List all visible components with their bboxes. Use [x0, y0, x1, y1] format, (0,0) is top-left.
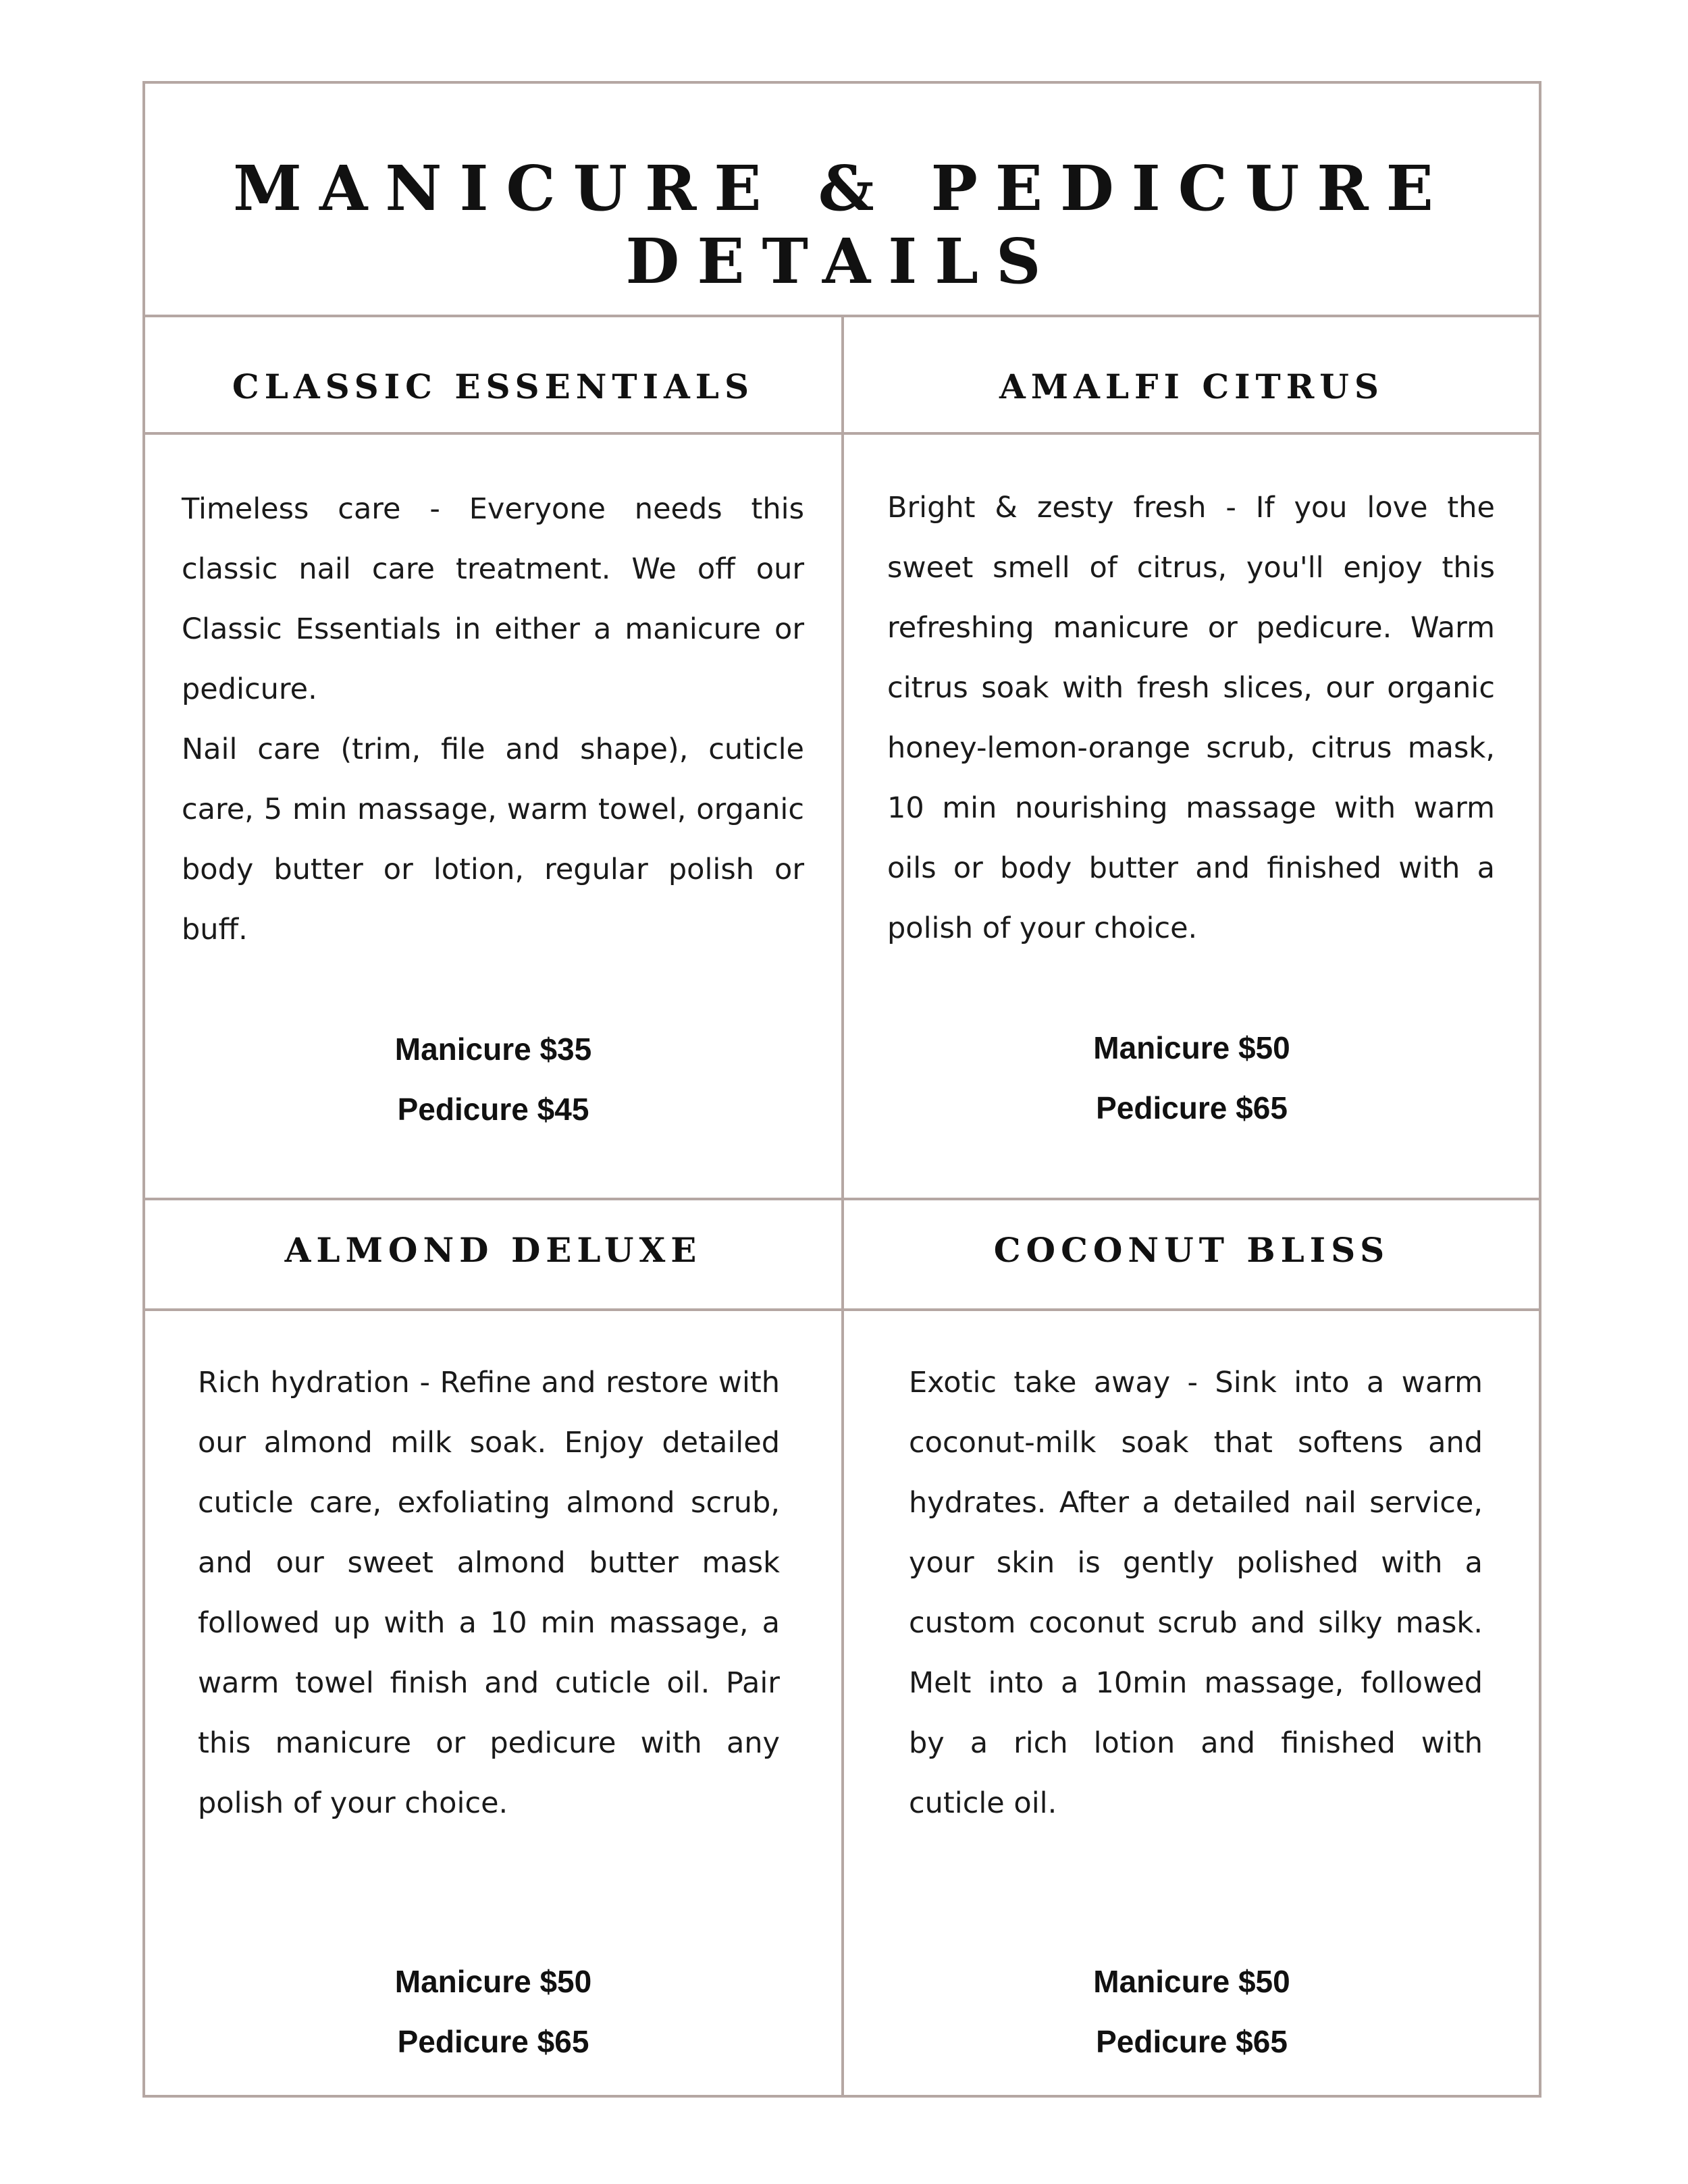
manicure-price: Manicure $35	[394, 1032, 592, 1067]
section-heading-coconut-bliss: COCONUT BLISS	[993, 1230, 1390, 1270]
section-description-coconut-bliss	[909, 1353, 1483, 1834]
pedicure-price: Pedicure $65	[1096, 2024, 1288, 2059]
section-heading-classic-essentials: CLASSIC ESSENTIALS	[232, 367, 755, 406]
description-paragraph: Rich hydration - Refine and restore with our almond milk soak. Enjoy detailed cuticle care, exfoliating almond scrub, and our sweet almond butter mask followed up with a 10 min massage, a warm towel finish and cuticle oil. Pair this manicure or pedicure with any polish of your choice.	[198, 1366, 780, 1820]
section-description-amalfi-citrus	[887, 478, 1495, 959]
section-heading-almond-deluxe: ALMOND DELUXE	[284, 1230, 702, 1270]
manicure-price: Manicure $50	[1093, 1964, 1290, 1999]
description-paragraph: Exotic take away - Sink into a warm coconut-milk soak that softens and hydrates. After a detailed nail service, your skin is gently polished with a custom coconut scrub and silky mask. Melt into a 10min massage, followed by a rich lotion and finished with cuticle oil.	[909, 1366, 1483, 1820]
section-description-classic-essentials	[182, 479, 804, 960]
description-paragraph: Timeless care - Everyone needs this classic nail care treatment. We off our Classic Essentials in either a manicure or pedicure.	[182, 492, 804, 706]
pedicure-price: Pedicure $45	[397, 1092, 589, 1127]
description-paragraph: Bright & zesty fresh - If you love the sweet smell of citrus, you'll enjoy this refreshing manicure or pedicure. Warm citrus soak with fresh slices, our organic honey-lemon-orange scrub, citrus mask, 10 min nourishing massage with warm oils or body butter and finished with a polish of your choice.	[887, 491, 1495, 945]
divider-row-2	[142, 1198, 1541, 1200]
description-paragraph: Nail care (trim, file and shape), cuticle care, 5 min massage, warm towel, organic body butter or lotion, regular polish or buff.	[182, 733, 804, 947]
divider-head-row-2	[142, 1308, 1541, 1311]
page-title: MANICURE & PEDICURE DETAILS	[233, 152, 1451, 298]
pedicure-price: Pedicure $65	[1096, 1090, 1288, 1125]
pedicure-price: Pedicure $65	[397, 2024, 589, 2059]
divider-center	[841, 315, 844, 2098]
manicure-price: Manicure $50	[1093, 1030, 1290, 1065]
manicure-price: Manicure $50	[394, 1964, 592, 1999]
section-heading-amalfi-citrus: AMALFI CITRUS	[999, 367, 1385, 406]
divider-head-row-1	[142, 432, 1541, 435]
section-description-almond-deluxe	[198, 1353, 780, 1834]
